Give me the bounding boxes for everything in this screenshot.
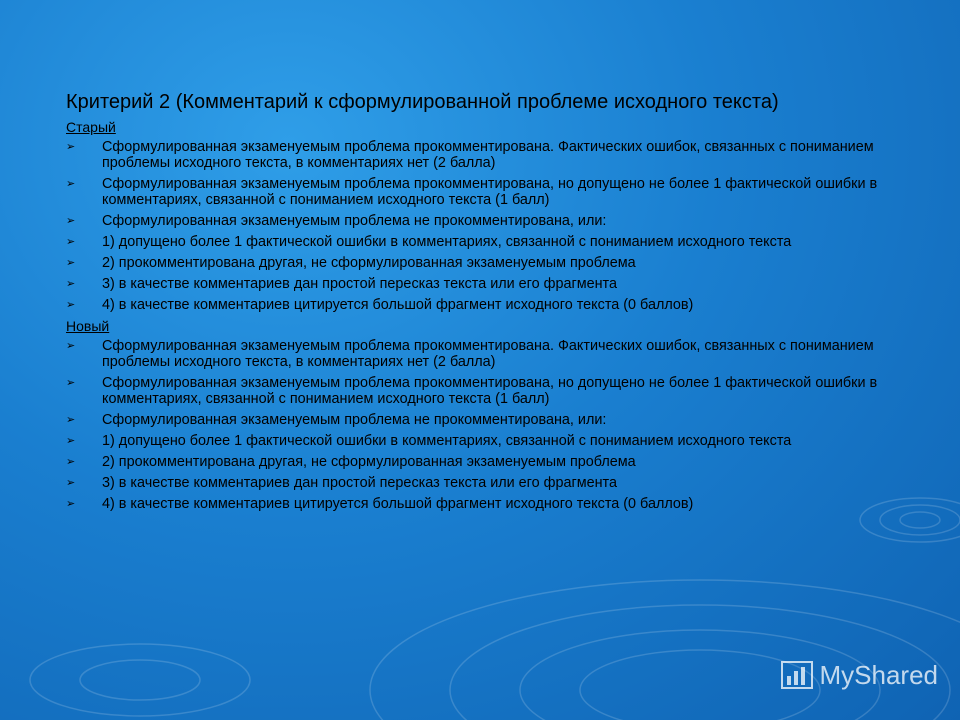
arrow-bullet-icon: ➢ <box>66 299 76 311</box>
arrow-bullet-icon: ➢ <box>66 435 76 447</box>
list-item: ➢ 3) в качестве комментариев дан простой пересказ текста или его фрагмента <box>66 475 617 491</box>
list-item: ➢ Сформулированная экзаменуемым проблема не прокомментирована, или: <box>66 213 607 229</box>
list-item: ➢ Сформулированная экзаменуемым проблема прокомментирована. Фактических ошибок, связанных с пониманием проблемы исходного текста, в комментариях нет (2 балла) <box>66 139 874 171</box>
list-item: ➢ 1) допущено более 1 фактической ошибки в комментариях, связанной с пониманием исходного текста <box>66 234 792 250</box>
arrow-bullet-icon: ➢ <box>66 414 76 426</box>
list-item: ➢ 4) в качестве комментариев цитируется большой фрагмент исходного текста (0 баллов) <box>66 496 694 512</box>
list-item: ➢ Сформулированная экзаменуемым проблема прокомментирована, но допущено не более 1 фактической ошибки в комментариях, связанной с пониманием исходного текста (1 балл) <box>66 375 878 407</box>
arrow-bullet-icon: ➢ <box>66 340 76 352</box>
section-new <box>66 318 936 512</box>
list-item: ➢ 4) в качестве комментариев цитируется большой фрагмент исходного текста (0 баллов) <box>66 297 694 313</box>
arrow-bullet-icon: ➢ <box>66 215 76 227</box>
arrow-bullet-icon: ➢ <box>66 456 76 468</box>
arrow-bullet-icon: ➢ <box>66 498 76 510</box>
list-item: ➢ 2) прокомментирована другая, не сформулированная экзаменуемым проблема <box>66 255 636 271</box>
section-label-new: Новый <box>66 318 110 334</box>
list-item: ➢ Сформулированная экзаменуемым проблема не прокомментирована, или: <box>66 412 607 428</box>
list-item: ➢ Сформулированная экзаменуемым проблема прокомментирована. Фактических ошибок, связанных с пониманием проблемы исходного текста, в комментариях нет (2 балла) <box>66 338 874 370</box>
arrow-bullet-icon: ➢ <box>66 141 76 153</box>
list-item: ➢ 2) прокомментирована другая, не сформулированная экзаменуемым проблема <box>66 454 636 470</box>
arrow-bullet-icon: ➢ <box>66 377 76 389</box>
slide-title: Критерий 2 (Комментарий к сформулированной проблеме исходного текста) <box>66 91 779 113</box>
list-item: ➢ 1) допущено более 1 фактической ошибки в комментариях, связанной с пониманием исходного текста <box>66 433 792 449</box>
bar-chart-icon <box>780 658 814 692</box>
list-item: ➢ 3) в качестве комментариев дан простой пересказ текста или его фрагмента <box>66 276 617 292</box>
arrow-bullet-icon: ➢ <box>66 178 76 190</box>
slide-content <box>66 88 936 517</box>
arrow-bullet-icon: ➢ <box>66 236 76 248</box>
arrow-bullet-icon: ➢ <box>66 278 76 290</box>
section-old <box>66 119 936 313</box>
myshared-logo <box>780 658 939 692</box>
criteria-list-old <box>66 139 936 313</box>
list-item: ➢ Сформулированная экзаменуемым проблема прокомментирована, но допущено не более 1 фактической ошибки в комментариях, связанной с пониманием исходного текста (1 балл) <box>66 176 878 208</box>
section-label-old: Старый <box>66 119 116 135</box>
arrow-bullet-icon: ➢ <box>66 257 76 269</box>
logo-text: MyShared <box>819 659 938 690</box>
arrow-bullet-icon: ➢ <box>66 477 76 489</box>
criteria-list-new <box>66 338 936 512</box>
